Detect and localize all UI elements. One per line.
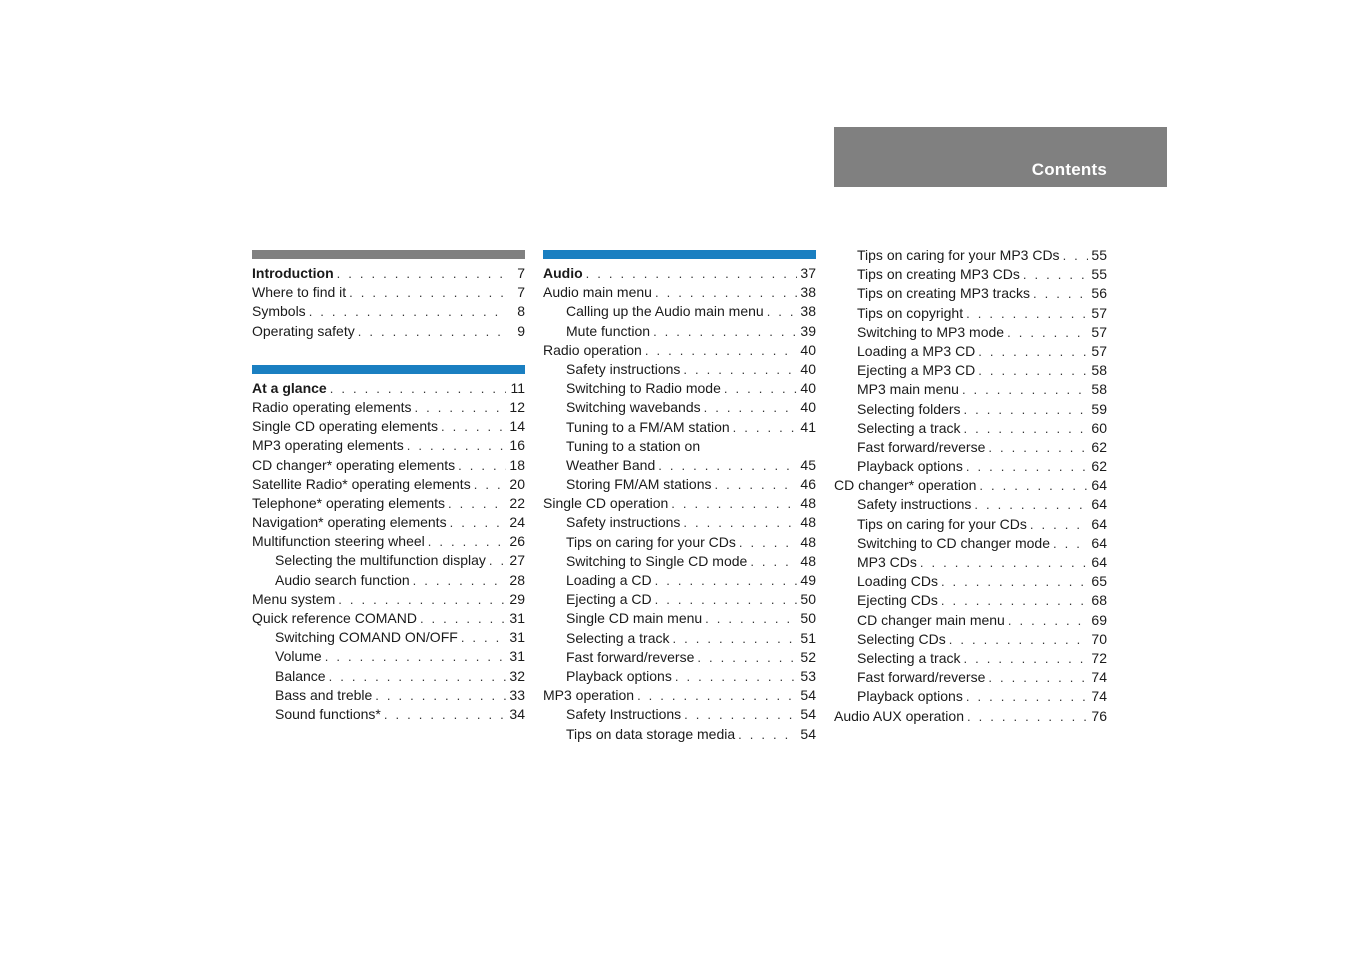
toc-entry-page-number: 64 [1091, 477, 1107, 494]
toc-column-3 [834, 246, 1107, 750]
toc-entry-label: Switching COMAND ON/OFF [275, 629, 458, 646]
toc-entry-label: Loading CDs [857, 573, 938, 590]
toc-entry-label: Mute function [566, 322, 651, 339]
toc-entry-label: Fast forward/reverse [857, 669, 986, 686]
toc-entry-page-number: 49 [800, 572, 816, 588]
toc-entry[interactable] [252, 667, 525, 686]
dot-leader [309, 302, 506, 321]
toc-entry-label: Tips on caring for your CDs [857, 515, 1027, 532]
toc-entry-label: Tips on creating MP3 tracks [857, 285, 1030, 302]
toc-entry[interactable] [252, 551, 525, 570]
toc-entry-page-number: 57 [1091, 304, 1107, 321]
toc-entry-page-number: 31 [509, 610, 525, 626]
toc-entry-label: Single CD operation [543, 495, 669, 512]
toc-entry[interactable] [834, 400, 1107, 419]
dot-leader [941, 572, 1088, 591]
toc-entry[interactable] [543, 686, 816, 705]
toc-entry-label: Menu system [252, 590, 336, 607]
dot-leader [1030, 515, 1088, 534]
page-title: Contents [1031, 160, 1107, 179]
toc-entry-page-number: 56 [1091, 285, 1107, 302]
toc-entry-page-number: 54 [800, 706, 816, 723]
dot-leader [586, 264, 797, 283]
toc-entry-label: Safety instructions [566, 360, 681, 377]
toc-entry-page-number: 48 [800, 552, 816, 569]
toc-entry[interactable] [543, 475, 816, 494]
toc-entry[interactable] [252, 647, 525, 666]
toc-entry-page-number: 64 [1091, 534, 1107, 551]
toc-entry-page-number: 7 [517, 284, 525, 301]
dot-leader [428, 532, 506, 551]
toc-entry-label: Selecting a track [566, 629, 670, 646]
toc-entry-label: At a glance [252, 379, 327, 396]
header-bar [834, 127, 1167, 187]
toc-entry-page-number: 72 [1091, 649, 1107, 666]
toc-entry-page-number: 74 [1091, 688, 1107, 705]
toc-entry-label: Ejecting a CD [566, 591, 652, 608]
toc-entry[interactable] [543, 494, 816, 513]
toc-entry[interactable] [543, 302, 816, 321]
dot-leader [683, 360, 797, 379]
dot-leader [450, 513, 506, 532]
toc-entry-page-number: 38 [800, 284, 816, 301]
dot-leader [966, 304, 1088, 323]
toc-entry-page-number: 33 [509, 686, 525, 703]
dot-leader [671, 494, 797, 513]
toc-entry-label: Weather Band [566, 456, 656, 473]
toc-entry-label: Loading a MP3 CD [857, 342, 976, 359]
toc-entry-label: Audio [543, 265, 583, 281]
dot-leader [705, 609, 797, 628]
toc-entry-label: Selecting a track [857, 649, 961, 666]
toc-entry-label: MP3 operating elements [252, 437, 404, 454]
dot-leader [655, 283, 797, 302]
toc-entry-page-number: 9 [517, 322, 525, 339]
toc-entry-page-number: 20 [509, 475, 525, 492]
toc-entry[interactable] [252, 628, 525, 647]
toc-entry-page-number: 51 [800, 629, 816, 646]
toc-entry-label: MP3 operation [543, 687, 635, 704]
dot-leader [325, 647, 506, 666]
dot-leader [658, 456, 797, 475]
dot-leader [962, 380, 1088, 399]
toc-entry-label: Radio operating elements [252, 398, 412, 415]
dot-leader [675, 667, 797, 686]
toc-entry[interactable] [252, 590, 525, 609]
toc-entry[interactable] [834, 611, 1107, 630]
toc-entry[interactable] [834, 342, 1107, 361]
toc-entry-label: Tuning to a FM/AM station [566, 418, 730, 435]
dot-leader [697, 648, 797, 667]
toc-entry[interactable] [252, 686, 525, 705]
toc-entry-page-number: 64 [1091, 515, 1107, 532]
dot-leader [964, 649, 1089, 668]
toc-entry[interactable] [252, 513, 525, 532]
toc-entry-label: Audio AUX operation [834, 707, 964, 724]
toc-entry-label: Tips on copyright [857, 304, 964, 321]
dot-leader [1053, 534, 1088, 553]
dot-leader [767, 302, 797, 321]
toc-entry-page-number: 69 [1091, 611, 1107, 628]
toc-entry-label: MP3 CDs [857, 554, 917, 570]
toc-entry-page-number: 48 [800, 533, 816, 550]
toc-entry-label: CD changer main menu [857, 611, 1005, 628]
toc-entry-label: Switching to CD changer mode [857, 534, 1050, 551]
toc-entry-label: Selecting the multifunction display [275, 552, 486, 569]
toc-entry-label: MP3 main menu [857, 381, 959, 398]
toc-entry-page-number: 16 [509, 437, 525, 454]
toc-entry-page-number: 62 [1091, 438, 1107, 455]
toc-entry[interactable] [543, 283, 816, 302]
dot-leader [655, 571, 797, 590]
dot-leader [375, 686, 506, 705]
dot-leader [964, 400, 1088, 419]
toc-entry-label: Selecting CDs [857, 630, 946, 647]
toc-entry[interactable] [252, 456, 525, 475]
toc-section [834, 246, 1107, 726]
toc-entry[interactable] [543, 552, 816, 571]
toc-entry-label: Sound functions* [275, 705, 381, 722]
dot-leader [489, 551, 506, 570]
toc-entry[interactable] [543, 418, 816, 437]
dot-leader [655, 590, 797, 609]
toc-entry[interactable] [543, 398, 816, 417]
toc-entry-page-number: 57 [1091, 323, 1107, 340]
dot-leader [1033, 284, 1088, 303]
dot-leader [338, 590, 506, 609]
toc-entry-page-number: 59 [1091, 400, 1107, 417]
dot-leader [329, 667, 506, 686]
toc-entry[interactable] [834, 495, 1107, 514]
toc-entry[interactable] [543, 322, 816, 341]
dot-leader [978, 342, 1088, 361]
toc-entry-page-number: 55 [1091, 266, 1107, 283]
toc-entry-label: Switching to MP3 mode [857, 323, 1005, 340]
toc-entry-label: Playback options [566, 667, 672, 684]
dot-leader [653, 322, 797, 341]
toc-entry[interactable] [252, 302, 525, 321]
toc-entry-page-number: 68 [1091, 592, 1107, 609]
toc-entry[interactable] [834, 476, 1107, 495]
dot-leader [441, 417, 506, 436]
toc-entry-page-number: 64 [1091, 554, 1107, 570]
toc-entry-page-number: 64 [1091, 496, 1107, 513]
dot-leader [384, 705, 506, 724]
toc-entry-page-number: 54 [800, 725, 816, 742]
toc-entry-page-number: 65 [1091, 573, 1107, 590]
toc-entry[interactable] [834, 304, 1107, 323]
toc-entry[interactable] [543, 533, 816, 552]
toc-entry-page-number: 58 [1091, 362, 1107, 379]
toc-entry[interactable] [252, 532, 525, 551]
toc-entry-page-number: 8 [517, 303, 525, 320]
dot-leader [974, 495, 1088, 514]
toc-entry-page-number: 46 [800, 476, 816, 493]
dot-leader [1063, 246, 1088, 265]
dot-leader [966, 457, 1088, 476]
toc-entry-page-number: 48 [800, 495, 816, 512]
toc-entry-page-number: 40 [800, 399, 816, 416]
toc-entry[interactable] [834, 649, 1107, 668]
dot-leader [920, 553, 1088, 572]
toc-entry[interactable] [834, 361, 1107, 380]
toc-entry-label: Single CD operating elements [252, 418, 438, 435]
dot-leader [1007, 323, 1088, 342]
toc-entry[interactable] [834, 323, 1107, 342]
toc-entry-label: Tips on caring for your CDs [566, 533, 736, 550]
toc-entry-page-number: 34 [509, 705, 525, 722]
dot-leader [461, 628, 506, 647]
toc-entry-page-number: 40 [800, 360, 816, 377]
toc-entry-label: Playback options [857, 458, 963, 475]
toc-entry-label: Tips on data storage media [566, 725, 736, 742]
dot-leader [337, 264, 506, 283]
toc-entry[interactable] [834, 534, 1107, 553]
toc-entry-page-number: 55 [1091, 247, 1107, 263]
dot-leader [988, 668, 1088, 687]
dot-leader [1023, 265, 1088, 284]
section-divider-bar [252, 365, 525, 374]
toc-entry[interactable] [543, 571, 816, 590]
toc-entry-page-number: 22 [509, 494, 525, 511]
toc-entry-page-number: 24 [509, 514, 525, 531]
toc-entry-page-number: 38 [800, 303, 816, 320]
toc-entry-page-number: 40 [800, 341, 816, 358]
toc-entry[interactable] [252, 322, 525, 341]
toc-entry-page-number: 48 [800, 514, 816, 531]
toc-entry-page-number: 45 [800, 456, 816, 473]
toc-entry[interactable] [543, 437, 816, 456]
toc-entry-label: Tuning to a station on [566, 437, 701, 454]
toc-entry-label: Selecting a track [857, 419, 961, 436]
toc-entry-label: Multifunction steering wheel [252, 533, 425, 550]
dot-leader [415, 398, 506, 417]
toc-section [543, 250, 816, 744]
dot-leader [349, 283, 506, 302]
toc-entry-label: Safety instructions [857, 496, 972, 513]
toc-entry-page-number: 7 [517, 265, 525, 281]
toc-entry[interactable] [252, 494, 525, 513]
dot-leader [673, 629, 798, 648]
toc-entry-page-number: 76 [1091, 707, 1107, 724]
toc-entry-label: Quick reference COMAND [252, 610, 417, 626]
dot-leader [724, 379, 797, 398]
toc-entry[interactable] [543, 705, 816, 724]
toc-entry[interactable] [252, 571, 525, 590]
toc-entry[interactable] [252, 436, 525, 455]
toc-entry[interactable] [543, 629, 816, 648]
toc-entry[interactable] [834, 419, 1107, 438]
toc-entry-label: Switching wavebands [566, 399, 701, 416]
dot-leader [407, 436, 506, 455]
toc-entry-label: Switching to Single CD mode [566, 552, 748, 569]
toc-entry[interactable] [543, 456, 816, 475]
toc-entry[interactable] [543, 609, 816, 628]
toc-entry-label: Loading a CD [566, 572, 652, 588]
toc-entry[interactable] [834, 687, 1107, 706]
toc-entry-label: Selecting folders [857, 400, 961, 417]
dot-leader [1008, 611, 1088, 630]
toc-entry-label: Introduction [252, 265, 334, 281]
dot-leader [458, 456, 506, 475]
toc-entry-page-number: 58 [1091, 381, 1107, 398]
toc-entry[interactable] [834, 707, 1107, 726]
dot-leader [988, 438, 1088, 457]
toc-entry[interactable] [834, 438, 1107, 457]
toc-entry-label: Radio operation [543, 341, 642, 358]
dot-leader [750, 552, 797, 571]
toc-entry[interactable] [834, 265, 1107, 284]
toc-entry[interactable] [252, 475, 525, 494]
toc-entry-label: Balance [275, 667, 326, 684]
toc-entry-page-number: 31 [509, 629, 525, 646]
toc-entry[interactable] [543, 513, 816, 532]
toc-entry[interactable] [834, 572, 1107, 591]
toc-entry-label: Navigation* operating elements [252, 514, 447, 531]
toc-entry-page-number: 28 [509, 571, 525, 588]
toc-entry[interactable] [543, 648, 816, 667]
toc-entry[interactable] [834, 246, 1107, 265]
toc-column-2 [543, 250, 816, 768]
toc-entry[interactable] [834, 630, 1107, 649]
toc-entry-label: Ejecting CDs [857, 592, 938, 609]
dot-leader [941, 591, 1088, 610]
toc-entry-page-number: 70 [1091, 630, 1107, 647]
toc-entry-label: Playback options [857, 688, 963, 705]
toc-entry-label: Single CD main menu [566, 610, 703, 627]
toc-entry[interactable] [252, 398, 525, 417]
section-divider-bar [252, 250, 525, 259]
dot-leader [739, 533, 797, 552]
toc-entry-label: Calling up the Audio main menu [566, 303, 764, 320]
toc-entry[interactable] [834, 591, 1107, 610]
toc-entry[interactable] [834, 668, 1107, 687]
toc-entry-label: Ejecting a MP3 CD [857, 362, 976, 379]
toc-entry-label: Volume [275, 648, 322, 665]
toc-entry-page-number: 11 [510, 379, 525, 396]
toc-section [252, 250, 525, 341]
toc-entry[interactable] [834, 515, 1107, 534]
toc-entry-page-number: 40 [800, 380, 816, 397]
toc-entry-label: Satellite Radio* operating elements [252, 475, 471, 492]
dot-leader [715, 475, 798, 494]
dot-leader [413, 571, 506, 590]
toc-entry[interactable] [834, 380, 1107, 399]
dot-leader [966, 687, 1088, 706]
toc-entry-page-number: 53 [800, 667, 816, 684]
toc-entry-label: Audio search function [275, 571, 410, 588]
dot-leader [420, 609, 506, 628]
toc-entry-label: CD changer* operating elements [252, 456, 456, 473]
dot-leader [358, 322, 506, 341]
toc-section-heading[interactable] [252, 379, 525, 398]
dot-leader [645, 341, 797, 360]
toc-entry-page-number: 31 [509, 648, 525, 665]
dot-leader [474, 475, 506, 494]
dot-leader [967, 707, 1088, 726]
toc-entry[interactable] [252, 609, 525, 628]
dot-leader [330, 379, 506, 398]
toc-entry-label: Symbols [252, 303, 306, 320]
dot-leader [978, 361, 1088, 380]
dot-leader [949, 630, 1088, 649]
toc-entry-page-number: 29 [509, 590, 525, 607]
toc-entry-page-number: 52 [800, 648, 816, 665]
toc-entry[interactable] [543, 590, 816, 609]
toc-entry-label: Tips on caring for your MP3 CDs [857, 247, 1060, 263]
toc-entry-label: Where to find it [252, 284, 347, 301]
toc-section [252, 365, 525, 724]
toc-entry-label: Storing FM/AM stations [566, 476, 712, 493]
toc-section-heading[interactable] [543, 264, 816, 283]
toc-entry-label: Bass and treble [275, 686, 373, 703]
dot-leader [683, 513, 797, 532]
toc-entry-label: Safety instructions [566, 514, 681, 531]
toc-entry-label: Tips on creating MP3 CDs [857, 266, 1020, 283]
toc-entry-page-number: 54 [800, 687, 816, 704]
toc-entry-page-number: 14 [509, 418, 525, 435]
toc-entry-page-number: 12 [509, 398, 525, 415]
toc-entry-page-number: 60 [1091, 419, 1107, 436]
toc-entry-page-number: 41 [800, 418, 816, 435]
toc-entry-page-number: 74 [1091, 669, 1107, 686]
toc-entry-label: Switching to Radio mode [566, 380, 721, 397]
dot-leader [684, 705, 797, 724]
toc-entry[interactable] [834, 553, 1107, 572]
toc-section-heading[interactable] [252, 264, 525, 283]
dot-leader [448, 494, 506, 513]
dot-leader [738, 725, 797, 744]
toc-entry-page-number: 50 [800, 610, 816, 627]
dot-leader [733, 418, 797, 437]
toc-entry-page-number: 39 [800, 322, 816, 339]
toc-entry-page-number: 62 [1091, 458, 1107, 475]
toc-entry[interactable] [252, 705, 525, 724]
toc-entry-page-number: 57 [1091, 342, 1107, 359]
toc-entry-label: Audio main menu [543, 284, 652, 301]
toc-entry-label: CD changer* operation [834, 477, 977, 494]
toc-entry[interactable] [543, 667, 816, 686]
toc-entry-label: Fast forward/reverse [566, 648, 695, 665]
toc-entry[interactable] [543, 379, 816, 398]
toc-entry[interactable] [834, 284, 1107, 303]
section-divider-bar [543, 250, 816, 259]
toc-entry[interactable] [543, 360, 816, 379]
toc-entry[interactable] [252, 417, 525, 436]
toc-entry[interactable] [543, 725, 816, 744]
toc-entry-label: Fast forward/reverse [857, 438, 986, 455]
toc-entry-label: Operating safety [252, 322, 355, 339]
toc-column-1 [252, 250, 525, 748]
toc-entry[interactable] [543, 341, 816, 360]
toc-entry-page-number: 50 [800, 591, 816, 608]
toc-entry-page-number: 32 [509, 667, 525, 684]
dot-leader [637, 686, 797, 705]
dot-leader [964, 419, 1089, 438]
toc-entry-label: Safety Instructions [566, 706, 682, 723]
toc-entry-page-number: 18 [509, 456, 525, 473]
dot-leader [979, 476, 1088, 495]
toc-entry-page-number: 37 [800, 265, 816, 281]
toc-entry-page-number: 26 [509, 533, 525, 550]
toc-entry[interactable] [834, 457, 1107, 476]
toc-entry-label: Telephone* operating elements [252, 494, 446, 511]
toc-entry-page-number: 27 [509, 552, 525, 569]
dot-leader [704, 398, 797, 417]
toc-entry[interactable] [252, 283, 525, 302]
